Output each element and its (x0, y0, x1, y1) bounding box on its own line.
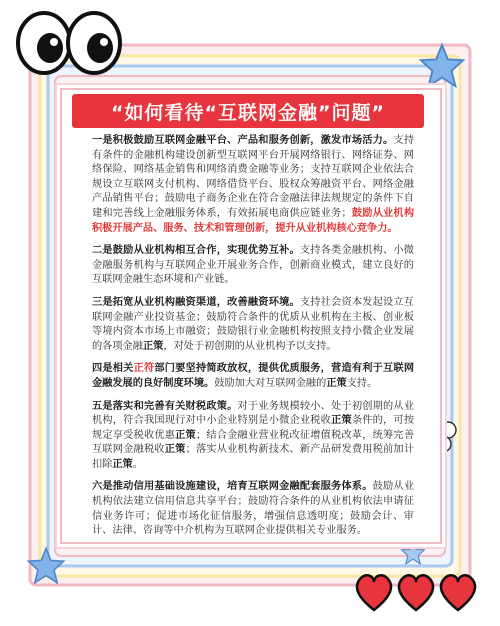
paragraph-text: ，对处于初创期的从业机构予以支持。 (163, 340, 337, 352)
keyword: 正策 (175, 429, 196, 441)
paragraph-heading: 三是拓宽从业机构融资渠道，改善融资环境。 (92, 296, 300, 308)
paragraph-1 (92, 134, 414, 236)
paragraph-heading-prefix: 四是相关 (92, 363, 134, 375)
star-icon (418, 42, 466, 90)
paragraph-heading: 部门要坚持简政放权，提供优质服务，营造有利于互联网金融发展的良好制度环境。 (92, 363, 415, 389)
paragraph-5 (92, 400, 414, 473)
paragraph-heading: 五是落实和完善有关财税政策。 (92, 400, 238, 412)
paragraph-heading: 二是鼓励从业机构相互合作，实现优势互补。 (92, 245, 300, 257)
article-body (92, 134, 414, 547)
paragraph-heading: 一是积极鼓励互联网金融平台、产品和服务创新，激发市场活力。 (92, 135, 394, 146)
keyword-red: 正符 (133, 363, 155, 375)
paragraph-text: 支持有条件的金融机构建设创新型互联网平台开展网络银行、网络证券、网络保险、网络基金销售和网络消费金融等业务；支持互联网企业依法合规设立互联网支付机构、网络借贷平台、股权众筹融资平台、网络金融产品销售平台；鼓励电子商务企业在符合金融法律法规规定的条件下自建和完善线上金融服务体系，有效拓展电商供应链业务； (92, 135, 415, 219)
paragraph-3 (92, 296, 414, 354)
heart-icon (357, 575, 391, 610)
keyword: 正策 (112, 458, 133, 470)
heart-icon (399, 575, 433, 610)
keyword: 正策 (326, 377, 347, 389)
keyword: 正策 (142, 340, 164, 352)
paragraph-heading: 六是推动信用基础设施建设，培育互联网金融配套服务体系。 (92, 481, 373, 493)
title-banner (72, 94, 424, 128)
paragraph-text: ；结合金融业营业税改征增值税改革，统筹完善互联网金融税收 (92, 429, 415, 456)
paragraph-text: ；落实从业机构新技术、新产品研发费用税前加计扣除 (92, 444, 415, 470)
paragraph-text: 鼓励加大对互联网金融的 (214, 377, 327, 389)
keyword: 正策 (164, 444, 186, 456)
paragraph-text: 条件的，可按规定享受税收优惠 (92, 415, 415, 441)
heart-icon (441, 575, 475, 610)
cartoon-eyes-icon (14, 8, 124, 78)
page-title: “如何看待“互联网金融”问题” (111, 101, 385, 124)
star-icon (26, 546, 66, 586)
hearts-decoration (352, 568, 482, 614)
paragraph-text: 支持各类金融机构、小微金融服务机构与互联网企业开展业务合作，创新商业模式，建立良好的互联网金融生态环境和产业链。 (92, 245, 414, 286)
paragraph-highlight: 鼓励从业机构积极开展产品、服务、技术和管理创新，提升从业机构核心竞争力。 (92, 207, 415, 234)
paragraph-text: 支持。 (346, 377, 378, 389)
keyword: 正策 (331, 415, 352, 427)
paragraph-text: 。 (132, 458, 143, 470)
paragraph-text: 鼓励从业机构依法建立信用信息共享平台；鼓励符合条件的从业机构依法申请征信业务许可；促进市场化征信服务，增强信息透明度；鼓励会计、审计、法律、咨询等中介机构为互联网企业提供相关专业服务。 (92, 481, 415, 537)
paragraph-text: 对于业务规模较小、处于初创期的从业机构，符合我国现行对中小企业特别是小微企业税收 (92, 400, 415, 427)
paragraph-2 (92, 244, 414, 288)
paragraph-4 (92, 362, 414, 391)
paragraph-text: 支持社会资本发起设立互联网金融产业投资基金；鼓励符合条件的优质从业机构在主板、创业板等境内资本市场上市融资；鼓励银行业金融机构按照支持小微企业发展的各项金融 (92, 296, 414, 352)
paragraph-6 (92, 480, 414, 538)
